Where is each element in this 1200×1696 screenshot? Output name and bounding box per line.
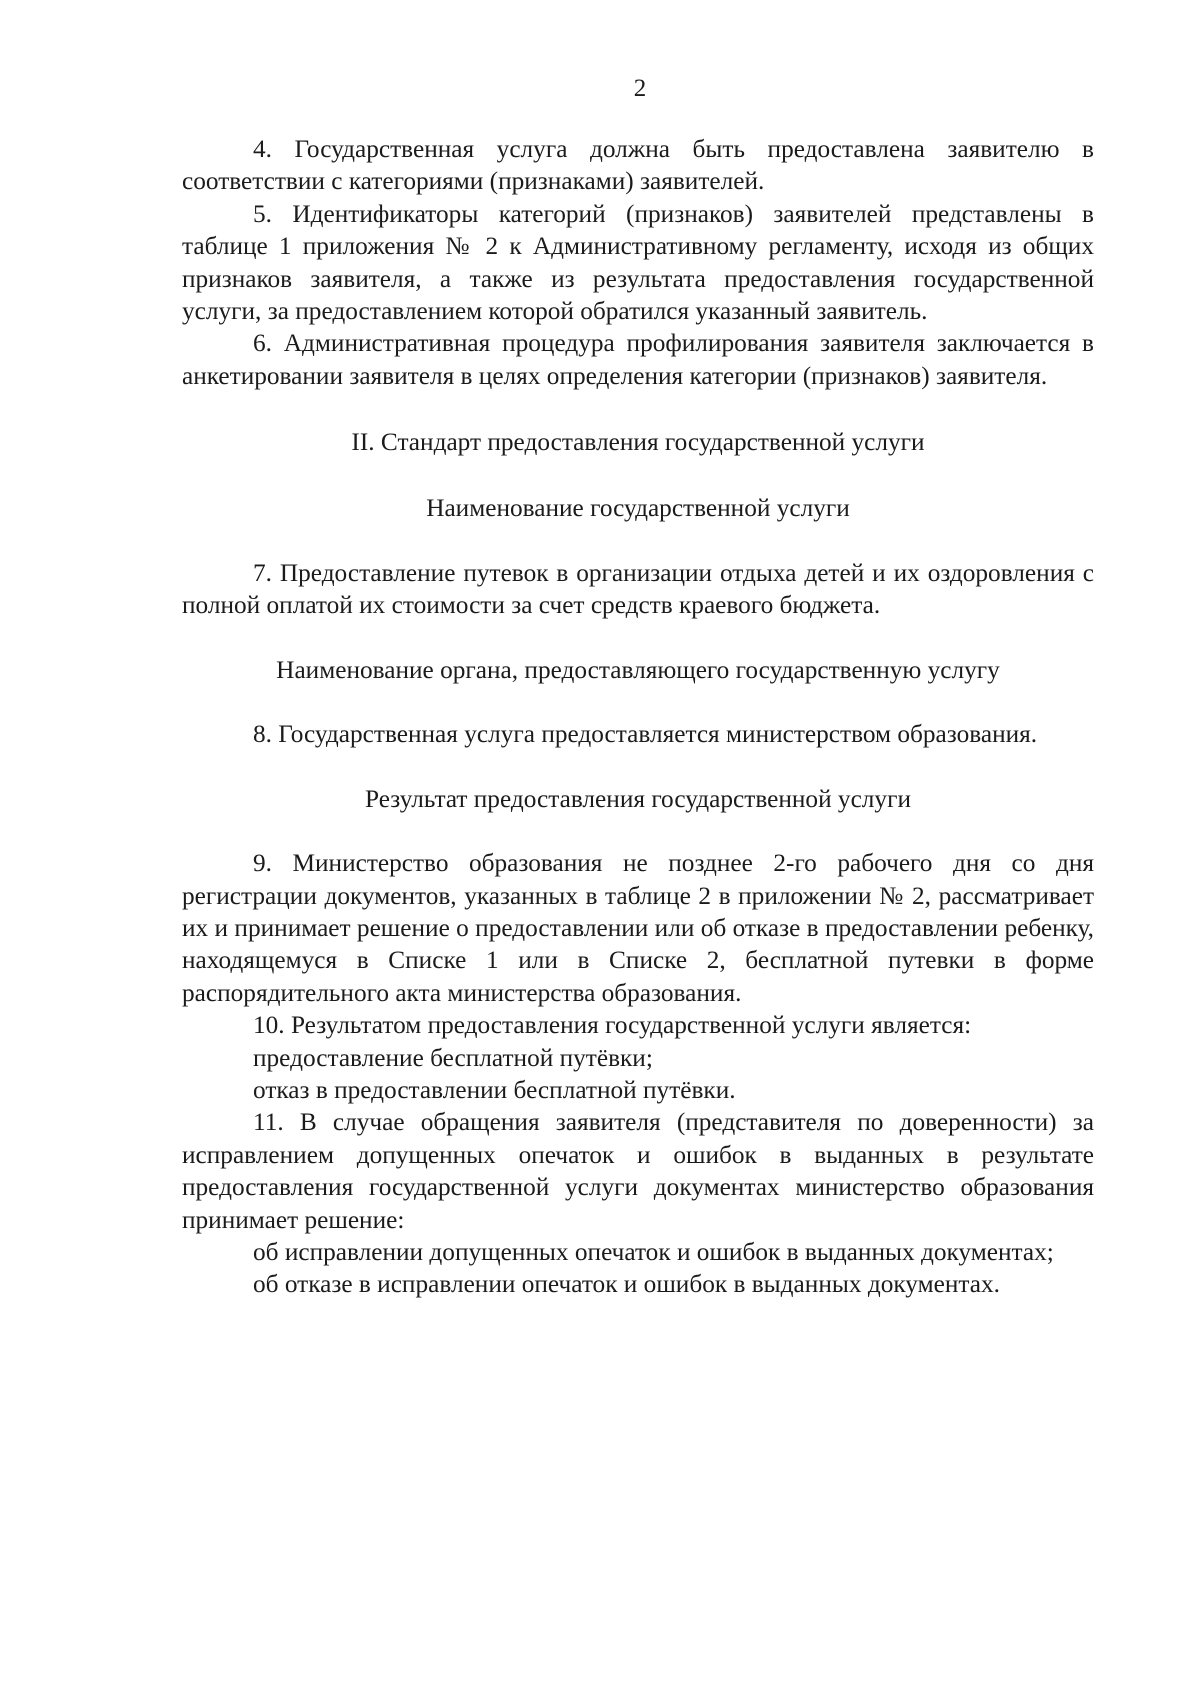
paragraph-11-item-1: об исправлении допущенных опечаток и ошибок в выданных документах; bbox=[253, 1237, 1054, 1266]
document-body bbox=[182, 133, 1094, 1301]
paragraph-10: 10. Результатом предоставления государственной услуги является: bbox=[253, 1011, 972, 1040]
paragraph-8: 8. Государственная услуга предоставляется министерством образования. bbox=[253, 720, 1038, 749]
paragraph-11-item-2: об отказе в исправлении опечаток и ошибок в выданных документах. bbox=[253, 1270, 1000, 1299]
paragraph-11: 11. В случае обращения заявителя (представителя по доверенности) за исправлением допущенных опечаток и ошибок в выданных в результате предоставления государственной услуги документах министерство образования принимает решение: bbox=[182, 1108, 1094, 1234]
paragraph-7: 7. Предоставление путевок в организации отдыха детей и их оздоровления с полной оплатой их стоимости за счет средств краевого бюджета. bbox=[182, 559, 1094, 620]
subheading-service-name: Наименование государственной услуги bbox=[426, 493, 850, 522]
paragraph-9: 9. Министерство образования не позднее 2-го рабочего дня со дня регистрации документов, указанных в таблице 2 в приложении № 2, рассматривает их и принимает решение о предоставлении или об отказе в предоставлении ребенку, находящемуся в Списке 1 или в Списке 2, бесплатной путевки в форме распорядительного акта министерства образования. bbox=[182, 849, 1094, 1007]
subheading-result: Результат предоставления государственной услуги bbox=[364, 784, 911, 813]
paragraph-5: 5. Идентификаторы категорий (признаков) заявителей представлены в таблице 1 приложения № 2 к Административному регламенту, исходя из общих признаков заявителя, а также из результата предоставления государственной услуги, за предоставлением которой обратился указанный заявитель. bbox=[182, 199, 1094, 326]
page-number: 2 bbox=[633, 75, 647, 102]
subheading-authority: Наименование органа, предоставляющего государственную услугу bbox=[276, 655, 1000, 684]
paragraph-10-item-2: отказ в предоставлении бесплатной путёвки. bbox=[253, 1075, 736, 1104]
paragraph-6: 6. Административная процедура профилирования заявителя заключается в анкетировании заявителя в целях определения категории (признаков) заявителя. bbox=[182, 329, 1094, 390]
paragraph-4: 4. Государственная услуга должна быть предоставлена заявителю в соответствии с категориями (признаками) заявителей. bbox=[182, 135, 1094, 196]
section-heading-standard: II. Стандарт предоставления государственной услуги bbox=[351, 428, 925, 457]
paragraph-10-item-1: предоставление бесплатной путёвки; bbox=[253, 1043, 653, 1072]
